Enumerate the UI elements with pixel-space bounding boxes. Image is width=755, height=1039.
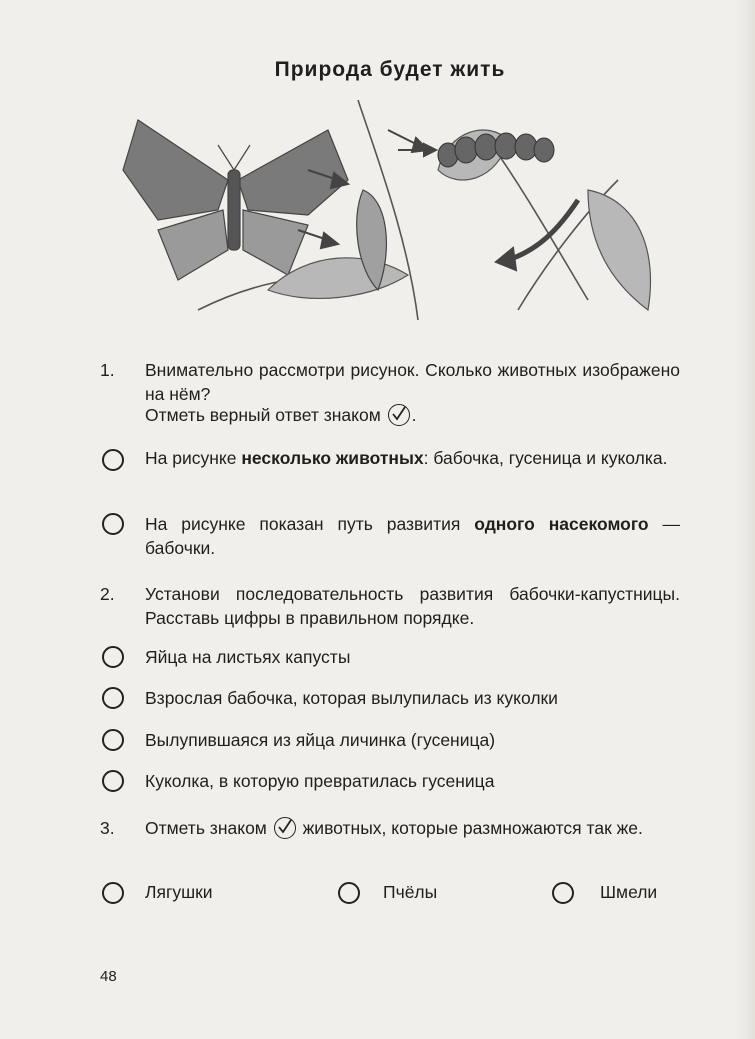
q1-option-1-text bbox=[145, 446, 680, 470]
q2-option-1-number-box[interactable] bbox=[102, 646, 124, 668]
q1-option-2-checkbox[interactable] bbox=[102, 513, 124, 535]
q1-instruction bbox=[145, 403, 680, 427]
q3-text bbox=[145, 816, 680, 840]
page-number: 48 bbox=[100, 968, 117, 985]
q3-number: 3. bbox=[100, 818, 115, 838]
q1-instruction-end: . bbox=[411, 405, 417, 425]
q2-number: 2. bbox=[100, 584, 115, 604]
q1-option-2-text bbox=[145, 512, 680, 560]
q3-option-bees-label: Пчёлы bbox=[383, 882, 438, 902]
page-title: Природа будет жить bbox=[274, 58, 506, 81]
q1-text: Внимательно рассмотри рисунок. Сколько животных изображено на нём? bbox=[145, 360, 680, 404]
q2-option-3-text: Вылупившаяся из яйца личинка (гусеница) bbox=[145, 730, 496, 750]
check-mark-icon bbox=[274, 817, 296, 839]
q1-option-2-bold: одного насекомого bbox=[474, 514, 649, 534]
q1-option-1-post: : бабочка, гусеница и куколка. bbox=[423, 448, 668, 468]
q2-option-4-text: Куколка, в которую превратилась гусеница bbox=[145, 771, 495, 791]
q2-option-2-number-box[interactable] bbox=[102, 687, 124, 709]
q1-option-1-pre: На рисунке bbox=[145, 448, 242, 468]
q3-text-before: Отметь знаком bbox=[145, 818, 267, 838]
q2-option-4-number-box[interactable] bbox=[102, 770, 124, 792]
q3-option-frogs-checkbox[interactable] bbox=[102, 882, 124, 904]
q2-option-2-text: Взрослая бабочка, которая вылупилась из куколки bbox=[145, 688, 558, 708]
q1-option-2-post: — бабочки. bbox=[145, 514, 680, 558]
q3-option-frogs-label: Лягушки bbox=[145, 882, 213, 902]
q3-option-bees-checkbox[interactable] bbox=[338, 882, 360, 904]
q1-option-2-pre: На рисунке показан путь развития bbox=[145, 514, 475, 534]
q2-text: Установи последовательность развития бабочки-капустницы. Расставь цифры в правильном порядке. bbox=[145, 584, 680, 628]
q1-option-1-bold: несколько животных bbox=[241, 448, 424, 468]
butterfly-drawing bbox=[123, 120, 348, 280]
page-edge-shadow bbox=[737, 0, 755, 1039]
q1-instruction-text: Отметь верный ответ знаком bbox=[145, 405, 381, 425]
q3-option-bumblebees-checkbox[interactable] bbox=[552, 882, 574, 904]
q1-number: 1. bbox=[100, 360, 115, 380]
check-mark-icon bbox=[388, 404, 410, 426]
q3-option-bumblebees-label: Шмели bbox=[600, 882, 658, 902]
q3-text-after: животных, которые размножаются так же. bbox=[302, 818, 643, 838]
q2-option-3-number-box[interactable] bbox=[102, 729, 124, 751]
q1-option-1-checkbox[interactable] bbox=[102, 449, 124, 471]
butterfly-lifecycle-illustration bbox=[118, 100, 658, 320]
q2-option-1-text: Яйца на листьях капусты bbox=[145, 647, 351, 667]
